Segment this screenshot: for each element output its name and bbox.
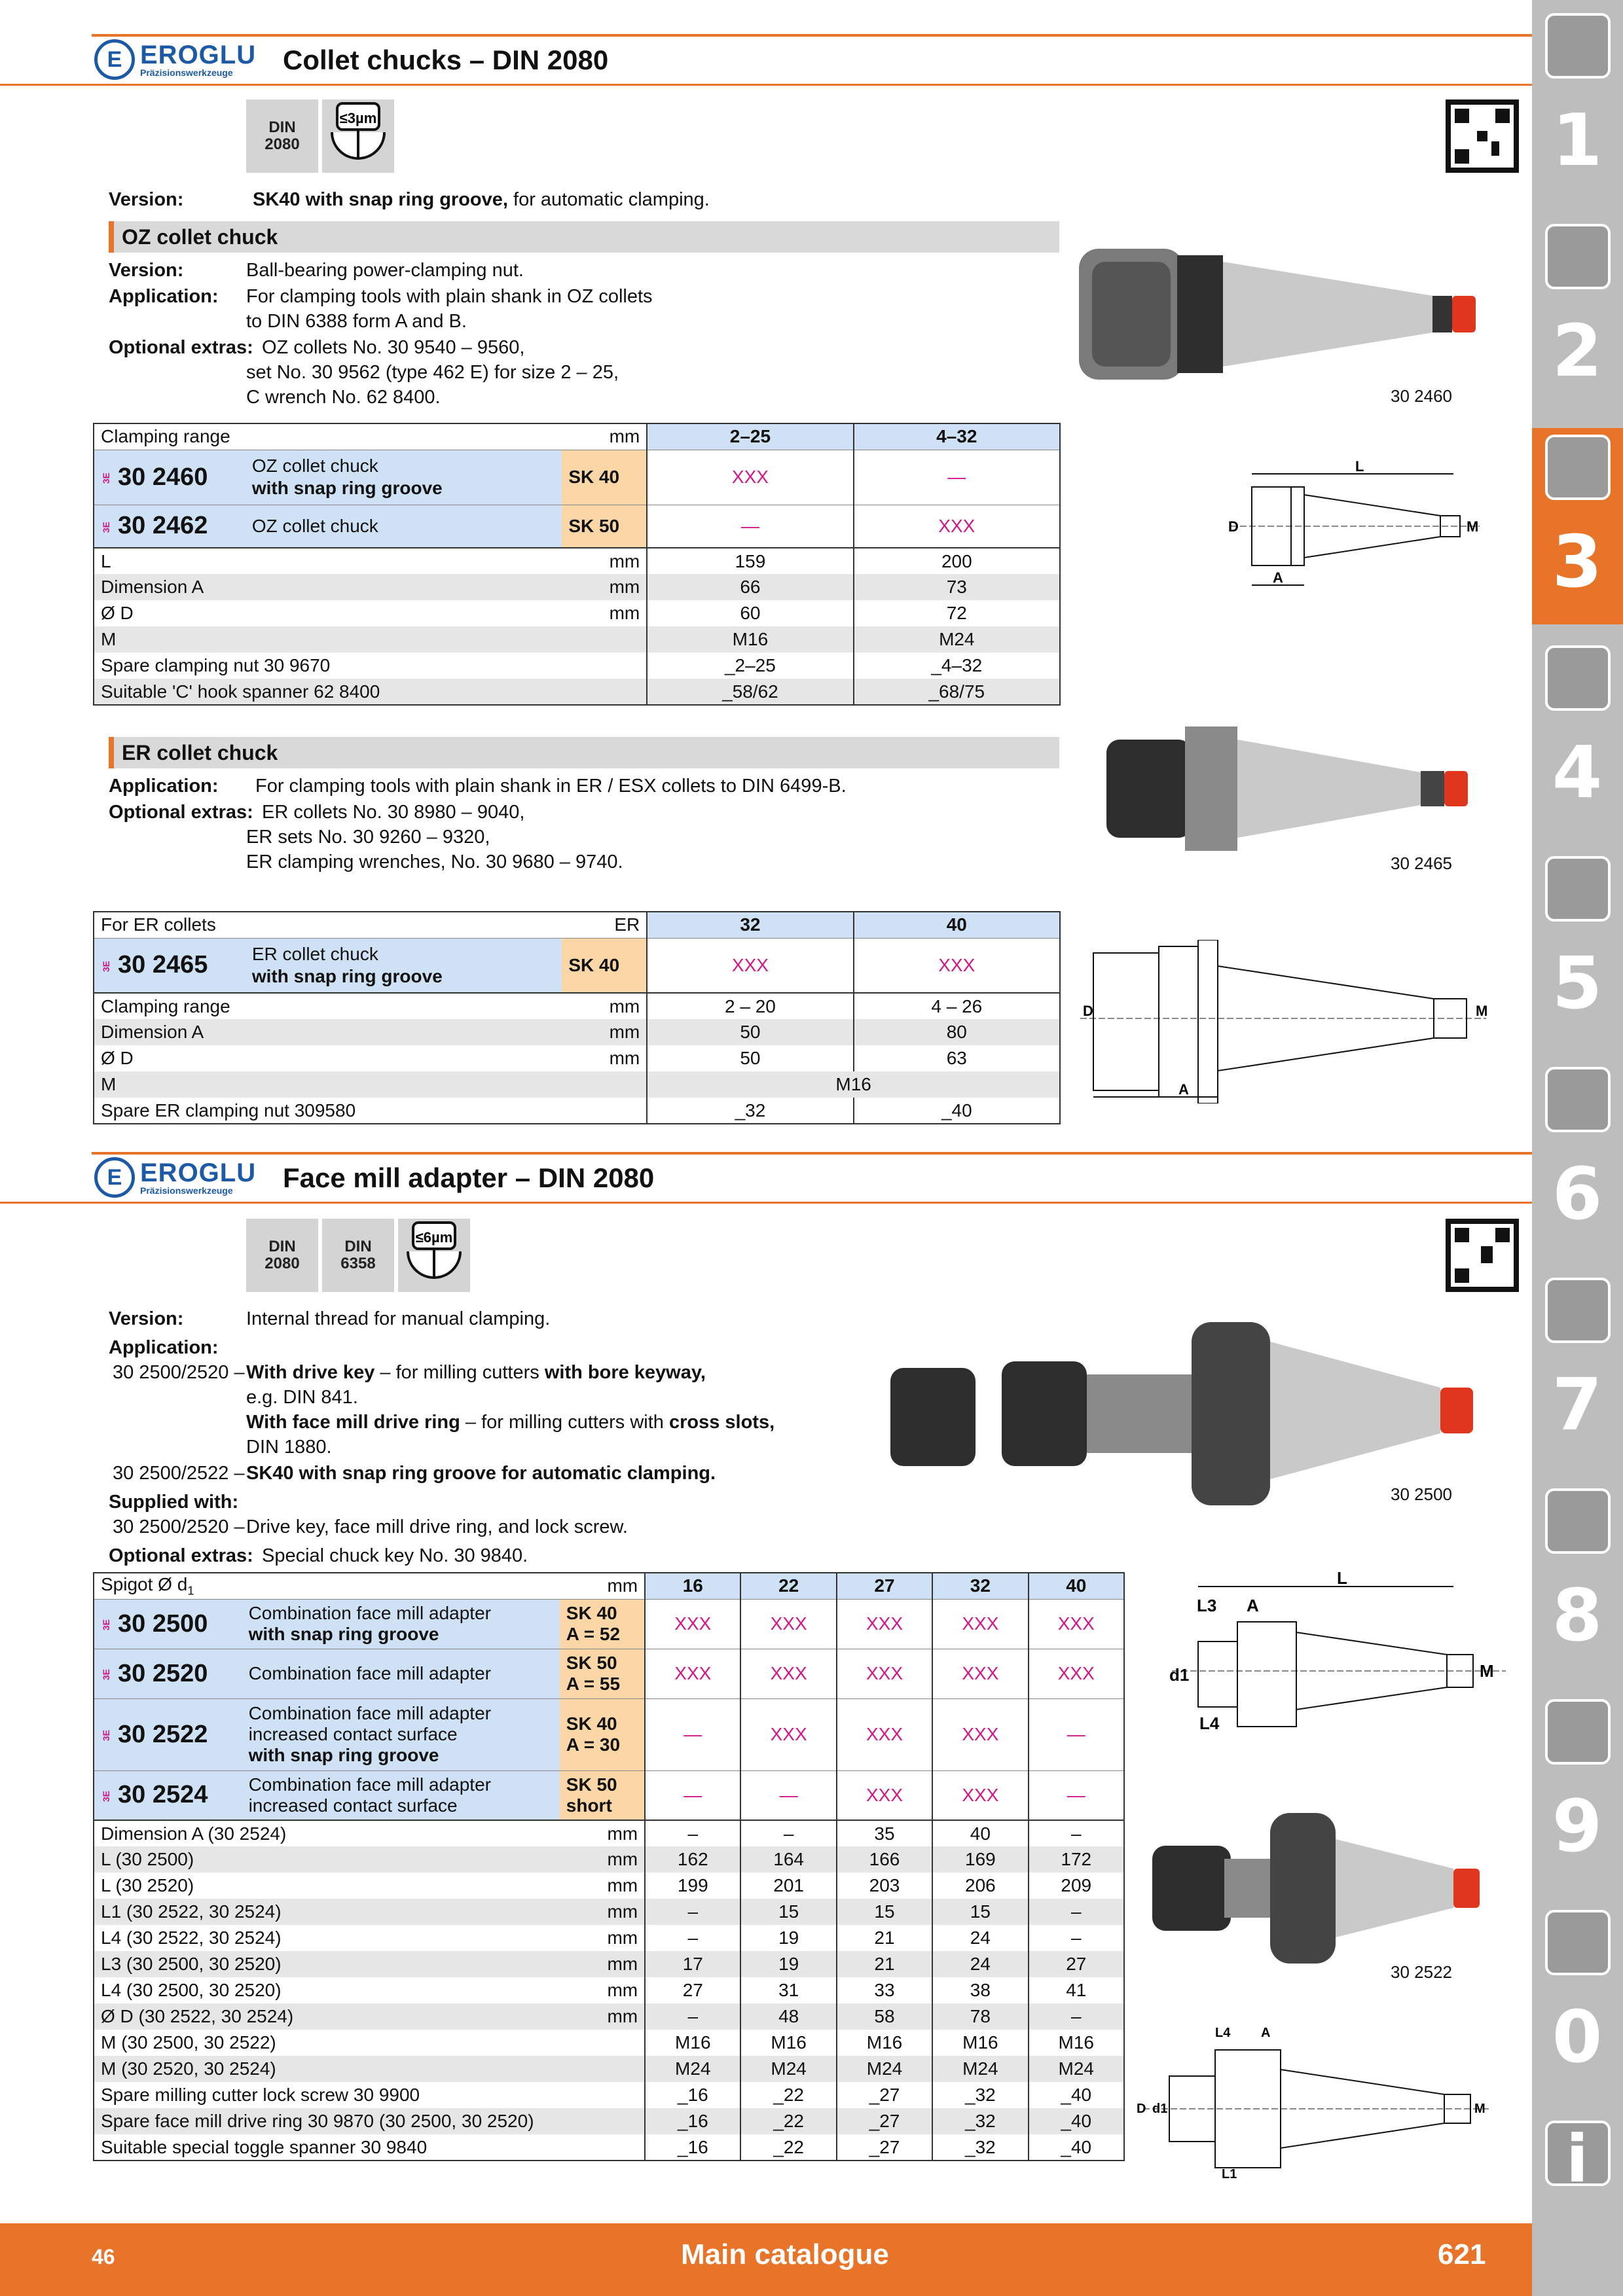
header-rule-top xyxy=(92,34,1532,37)
cell-value: — xyxy=(645,1770,740,1820)
row-label: Ø D xyxy=(101,603,134,623)
face-supplied: Drive key, face mill drive ring, and lock screw. xyxy=(246,1516,628,1537)
cell-value: _2–25 xyxy=(647,653,853,679)
cell-value: — xyxy=(1029,1770,1124,1820)
svg-text:A: A xyxy=(1178,1081,1189,1098)
cell-value: 166 xyxy=(837,1846,932,1873)
table-row: Spigot Ø $d_1$ mm 16 22 27 32 40 xyxy=(94,1573,1124,1599)
version-bold: SK40 with snap ring groove, xyxy=(253,189,508,210)
tolerance-icon xyxy=(325,99,391,165)
face-version: Internal thread for manual clamping. xyxy=(246,1308,551,1329)
cell-value: XXX xyxy=(645,1599,740,1649)
row-label: Ø D (30 2522, 30 2524) xyxy=(101,2006,294,2026)
oz-application-label: Application: xyxy=(109,286,219,307)
table-row: 3E 30 2520 Combination face mill adapter SK 50 A = 55 XXX XXX XXX XXX XXX xyxy=(94,1649,1124,1698)
cell-value: – xyxy=(645,2003,740,2030)
table-row: Ø D mm 50 63 xyxy=(94,1045,1060,1071)
svg-text:d1: d1 xyxy=(1152,2102,1168,2116)
cell-value: 164 xyxy=(740,1846,836,1873)
article-no: 3E 30 2500 xyxy=(94,1599,242,1649)
cell-value: 19 xyxy=(740,1951,836,1977)
cell-value: M16 xyxy=(740,2030,836,2056)
row-label: L (30 2500) xyxy=(101,1849,194,1869)
tab-7[interactable]: 7 xyxy=(1552,1363,1603,1446)
eroglu-e-icon: E xyxy=(94,39,135,80)
cell-value: 24 xyxy=(932,1951,1028,1977)
cell-value: _68/75 xyxy=(854,679,1060,705)
cell-value: 58 xyxy=(837,2003,932,2030)
er-optional-label: Optional extras: xyxy=(109,802,253,823)
caption-302500: 30 2500 xyxy=(1391,1484,1452,1504)
article-no: 3E 30 2524 xyxy=(94,1770,242,1820)
collet-version-value xyxy=(253,187,710,212)
table-row xyxy=(94,1098,1060,1124)
tab-0[interactable]: 0 xyxy=(1552,1995,1603,2079)
face-supplied-code: 30 2500/2520 – xyxy=(113,1516,245,1537)
row-label: Spare ER clamping nut 309580 xyxy=(101,1100,356,1121)
face-app1-code: 30 2500/2520 – xyxy=(113,1362,245,1383)
row-label: M (30 2520, 30 2524) xyxy=(101,2058,276,2079)
article-no: 3E 30 2460 xyxy=(94,450,246,505)
cell-value: 162 xyxy=(645,1846,740,1873)
cell-value: 21 xyxy=(837,1925,932,1951)
eroglu-logo xyxy=(94,39,256,80)
svg-text:L: L xyxy=(1355,461,1364,475)
cell-value: – xyxy=(1029,1899,1124,1925)
version-label: Version: xyxy=(109,189,184,210)
qr-code-icon xyxy=(1446,99,1519,173)
cell-value: M24 xyxy=(932,2056,1028,2082)
drawing-302522 xyxy=(1130,2024,1497,2181)
cell-value: 40 xyxy=(932,1820,1028,1846)
svg-text:≤6µm: ≤6µm xyxy=(415,1229,453,1246)
cell-value: 50 xyxy=(647,1045,853,1071)
er-application-label: Application: xyxy=(109,776,219,797)
tab-icon-2[interactable] xyxy=(1545,224,1611,289)
svg-text:A: A xyxy=(1273,569,1283,586)
cell-value: – xyxy=(645,1925,740,1951)
table-row: L3 (30 2500, 30 2520) mm 17 19 21 24 27 xyxy=(94,1951,1124,1977)
tolerance-icon xyxy=(401,1219,467,1284)
cell-value: _4–32 xyxy=(854,653,1060,679)
table-row: L mm 159 200 xyxy=(94,548,1060,574)
cell-value: M16 xyxy=(932,2030,1028,2056)
cell-value: 201 xyxy=(740,1873,836,1899)
cell-value: XXX xyxy=(740,1698,836,1770)
cell-value: 199 xyxy=(645,1873,740,1899)
svg-text:D: D xyxy=(1228,518,1239,535)
cell-value: 63 xyxy=(854,1045,1060,1071)
cell-value: _40 xyxy=(854,1098,1060,1124)
row-label: Clamping range xyxy=(101,996,230,1016)
page-title-face: Face mill adapter – DIN 2080 xyxy=(283,1162,655,1193)
product-image-302460 xyxy=(1079,236,1491,393)
cell-value: _22 xyxy=(740,2134,836,2161)
tolerance-text: ≤3µm xyxy=(339,110,377,126)
cell-value: – xyxy=(1029,1820,1124,1846)
row-label: Spare clamping nut 30 9670 xyxy=(101,655,331,675)
face-app2-code: 30 2500/2522 – xyxy=(113,1463,245,1484)
table-row: Clamping range mm 2–25 4–32 xyxy=(94,423,1060,450)
cell-value: _22 xyxy=(740,2082,836,2108)
eroglu-e-icon: E xyxy=(94,1157,135,1198)
table-row xyxy=(94,626,1060,653)
cell-value: _16 xyxy=(645,2108,740,2134)
tab-6[interactable]: 6 xyxy=(1552,1152,1603,1236)
article-no: 3E 30 2520 xyxy=(94,1649,242,1698)
cell-value: _27 xyxy=(837,2082,932,2108)
face-version-label: Version: xyxy=(109,1308,184,1329)
cell-value: – xyxy=(740,1820,836,1846)
cell-value: M16 xyxy=(645,2030,740,2056)
table-row: 3E 30 2522 Combination face mill adapter increased contact surface with snap ring groove SK 40 A = 30 — XXX XXX XXX — xyxy=(94,1698,1124,1770)
cell-value: — xyxy=(740,1770,836,1820)
table-row xyxy=(94,2056,1124,2082)
cell-value: – xyxy=(1029,1925,1124,1951)
cell-value: 27 xyxy=(645,1977,740,2003)
oz-optional: OZ collets No. 30 9540 – 9560, xyxy=(262,337,525,358)
row-label: Dimension A (30 2524) xyxy=(101,1823,287,1844)
table-row: 3E 30 2465 ER collet chuck with snap ring groove SK 40 XXX XXX xyxy=(94,938,1060,993)
table-header-label: Clamping range xyxy=(101,426,230,447)
table-row xyxy=(94,2030,1124,2056)
cell-value: 17 xyxy=(645,1951,740,1977)
face-optional-label: Optional extras: xyxy=(109,1545,253,1566)
row-label: L4 (30 2500, 30 2520) xyxy=(101,1980,282,2000)
cell-value: — xyxy=(645,1698,740,1770)
row-label: M (30 2500, 30 2522) xyxy=(101,2032,276,2053)
cell-value: 209 xyxy=(1029,1873,1124,1899)
oz-version: Ball-bearing power-clamping nut. xyxy=(246,260,524,281)
svg-text:M: M xyxy=(1467,518,1479,535)
cell-value: _27 xyxy=(837,2108,932,2134)
tab-icon-5[interactable] xyxy=(1545,856,1611,922)
tab-icon-4[interactable] xyxy=(1545,645,1611,711)
svg-text:D: D xyxy=(1083,1003,1093,1019)
table-row xyxy=(94,679,1060,705)
svg-text:M: M xyxy=(1480,1661,1494,1681)
table-row: Dimension A (30 2524) mm – – 35 40 – xyxy=(94,1820,1124,1846)
drawing-302500 xyxy=(1159,1570,1512,1746)
logo-name: EROGLU xyxy=(140,41,257,69)
er-optional: ER collets No. 30 8980 – 9040, xyxy=(262,802,525,823)
cell-value: M16 xyxy=(647,626,853,653)
cell-value: M24 xyxy=(645,2056,740,2082)
table-row: For ER collets ER 32 40 xyxy=(94,912,1060,938)
tab-icon-6[interactable] xyxy=(1545,1067,1611,1132)
cell-value: 2 – 20 xyxy=(647,993,853,1019)
svg-text:M: M xyxy=(1474,2102,1486,2116)
cell-value: XXX xyxy=(932,1698,1028,1770)
tab-3[interactable]: 3 xyxy=(1552,520,1603,603)
product-image-302500 xyxy=(890,1322,1499,1505)
svg-text:D: D xyxy=(1137,2102,1146,2116)
table-row: 3E 30 2500 Combination face mill adapter with snap ring groove SK 40 A = 52 XXX XXX XXX XXX XXX xyxy=(94,1599,1124,1649)
cell-value: – xyxy=(645,1899,740,1925)
row-label: M xyxy=(101,629,117,649)
cell-value: XXX xyxy=(837,1649,932,1698)
tab-5[interactable]: 5 xyxy=(1552,941,1603,1025)
tolerance-badge xyxy=(398,1219,470,1292)
cell-value: 24 xyxy=(932,1925,1028,1951)
table-row xyxy=(94,2082,1124,2108)
er-optional-more: ER sets No. 30 9260 – 9320, ER clamping wrenches, No. 30 9680 – 9740. xyxy=(246,827,623,872)
cell-value: _27 xyxy=(837,2134,932,2161)
version-rest: for automatic clamping. xyxy=(507,189,710,210)
face-application-label: Application: xyxy=(109,1337,219,1358)
row-label: Suitable 'C' hook spanner 62 8400 xyxy=(101,681,380,702)
row-label: Ø D xyxy=(101,1048,134,1068)
cell-value: XXX xyxy=(932,1649,1028,1698)
svg-text:L1: L1 xyxy=(1222,2167,1237,2181)
oz-table xyxy=(93,423,1061,706)
cell-value: _58/62 xyxy=(647,679,853,705)
cell-value: 4 – 26 xyxy=(854,993,1060,1019)
cell-value: XXX xyxy=(932,1599,1028,1649)
row-label: Suitable special toggle spanner 30 9840 xyxy=(101,2136,428,2157)
cell-value: XXX xyxy=(837,1770,932,1820)
svg-text:L3: L3 xyxy=(1197,1596,1217,1615)
row-label: L3 (30 2500, 30 2520) xyxy=(101,1954,282,1974)
table-row: 3E 30 2460 OZ collet chuck with snap ring groove SK 40 XXX — xyxy=(94,450,1060,505)
table-row: Clamping range mm 2 – 20 4 – 26 xyxy=(94,993,1060,1019)
table-row: 3E 30 2462 OZ collet chuck SK 50 — XXX xyxy=(94,505,1060,548)
table-row: Dimension A mm 50 80 xyxy=(94,1019,1060,1045)
face-supplied-label: Supplied with: xyxy=(109,1492,239,1513)
svg-text:L: L xyxy=(1337,1570,1347,1588)
product-image-302465 xyxy=(1106,713,1499,864)
cell-value: _16 xyxy=(645,2082,740,2108)
cell-value: XXX xyxy=(932,1770,1028,1820)
cell-value: _22 xyxy=(740,2108,836,2134)
cell-value: XXX xyxy=(1029,1649,1124,1698)
cell-value: 172 xyxy=(1029,1846,1124,1873)
table-row: L (30 2500) mm 162 164 166 169 172 xyxy=(94,1846,1124,1873)
cell-value: _40 xyxy=(1029,2108,1124,2134)
row-label: L (30 2520) xyxy=(101,1875,194,1895)
table-row: Ø D (30 2522, 30 2524) mm – 48 58 78 – xyxy=(94,2003,1124,2030)
collet-version xyxy=(109,187,183,212)
cell-value: _32 xyxy=(647,1098,853,1124)
cell-value: 203 xyxy=(837,1873,932,1899)
cell-value: M16 xyxy=(647,1071,1060,1098)
cell-value: M24 xyxy=(740,2056,836,2082)
face-optional: Special chuck key No. 30 9840. xyxy=(262,1545,528,1566)
cell-value: 19 xyxy=(740,1925,836,1951)
cell-value: _32 xyxy=(932,2108,1028,2134)
cell-value: 48 xyxy=(740,2003,836,2030)
table-row xyxy=(94,653,1060,679)
face-table xyxy=(93,1572,1125,2161)
footer-title: Main catalogue xyxy=(681,2238,889,2270)
cell-value: 21 xyxy=(837,1951,932,1977)
row-label: Dimension A xyxy=(101,1022,204,1042)
table-row: L1 (30 2522, 30 2524) mm – 15 15 15 – xyxy=(94,1899,1124,1925)
row-label: Dimension A xyxy=(101,577,204,597)
cell-value: 78 xyxy=(932,2003,1028,2030)
row-label: Spare face mill drive ring 30 9870 (30 2500, 30 2520) xyxy=(101,2111,534,2131)
cell-value: XXX xyxy=(837,1698,932,1770)
drawing-oz xyxy=(1218,461,1493,598)
din-badge-2: DIN 6358 xyxy=(322,1219,394,1292)
din-badge: DIN 2080 xyxy=(246,99,318,173)
tab-icon-8[interactable] xyxy=(1545,1488,1611,1554)
tolerance-badge xyxy=(322,99,394,173)
cell-value: M16 xyxy=(1029,2030,1124,2056)
cell-value: _32 xyxy=(932,2134,1028,2161)
header2-rule-top xyxy=(92,1152,1532,1155)
face-app1: With drive key – for milling cutters with bore keyway, e.g. DIN 841. With face mill drive ring – for milling cutters with cross slots, DIN 1880. xyxy=(246,1362,775,1458)
caption-302522: 30 2522 xyxy=(1391,1962,1452,1982)
page-title-collet: Collet chucks – DIN 2080 xyxy=(283,45,609,75)
table-row xyxy=(94,2108,1124,2134)
cell-value: 169 xyxy=(932,1846,1028,1873)
cell-value: — xyxy=(1029,1698,1124,1770)
tab-icon-7[interactable] xyxy=(1545,1278,1611,1343)
tab-icon-0[interactable] xyxy=(1545,1910,1611,1975)
cell-value: 159 xyxy=(647,548,853,574)
cell-value: M24 xyxy=(854,626,1060,653)
er-heading: ER collet chuck xyxy=(109,737,1059,768)
cell-value: _16 xyxy=(645,2134,740,2161)
table-row: Ø D mm 60 72 xyxy=(94,600,1060,626)
tab-info[interactable]: i xyxy=(1565,2121,1589,2197)
cell-value: 60 xyxy=(647,600,853,626)
cell-value: 15 xyxy=(740,1899,836,1925)
face-app2: SK40 with snap ring groove for automatic clamping. xyxy=(246,1463,716,1484)
cell-value: XXX xyxy=(645,1649,740,1698)
table-row: L4 (30 2500, 30 2520) mm 27 31 33 38 41 xyxy=(94,1977,1124,2003)
caption-302460: 30 2460 xyxy=(1391,386,1452,406)
svg-text:A: A xyxy=(1261,2026,1271,2040)
tab-icon-9[interactable] xyxy=(1545,1699,1611,1765)
cell-value: – xyxy=(1029,2003,1124,2030)
cell-value: 206 xyxy=(932,1873,1028,1899)
svg-text:A: A xyxy=(1247,1596,1259,1615)
table-row: 3E 30 2524 Combination face mill adapter increased contact surface SK 50 short — — XXX XXX — xyxy=(94,1770,1124,1820)
cell-value: 72 xyxy=(854,600,1060,626)
caption-302465: 30 2465 xyxy=(1391,853,1452,873)
oz-optional-more: set No. 30 9562 (type 462 E) for size 2 – 25, C wrench No. 62 8400. xyxy=(246,362,619,408)
cell-value: 15 xyxy=(837,1899,932,1925)
er-table xyxy=(93,911,1061,1124)
tab-1[interactable]: 1 xyxy=(1552,98,1603,182)
footer-page-left: 46 xyxy=(92,2245,115,2269)
din-badge: DIN 2080 xyxy=(246,1219,318,1292)
cell-value: M16 xyxy=(837,2030,932,2056)
cell-value: – xyxy=(645,1820,740,1846)
tab-icon-3[interactable] xyxy=(1545,435,1611,500)
cell-value: _40 xyxy=(1029,2082,1124,2108)
tab-9[interactable]: 9 xyxy=(1552,1784,1603,1868)
table-row: Dimension A mm 66 73 xyxy=(94,574,1060,600)
cell-value: M24 xyxy=(837,2056,932,2082)
row-label: M xyxy=(101,1074,117,1094)
header-rule-bottom xyxy=(0,84,1532,86)
svg-text:L4: L4 xyxy=(1215,2026,1231,2040)
row-label: Spare milling cutter lock screw 30 9900 xyxy=(101,2085,420,2105)
row-label: L1 (30 2522, 30 2524) xyxy=(101,1901,282,1922)
cell-value: 35 xyxy=(837,1820,932,1846)
row-label: L4 (30 2522, 30 2524) xyxy=(101,1928,282,1948)
cell-value: XXX xyxy=(1029,1599,1124,1649)
table-row: L4 (30 2522, 30 2524) mm – 19 21 24 – xyxy=(94,1925,1124,1951)
cell-value: 41 xyxy=(1029,1977,1124,2003)
oz-optional-label: Optional extras: xyxy=(109,337,253,358)
oz-application: For clamping tools with plain shank in OZ collets to DIN 6388 form A and B. xyxy=(246,286,653,332)
cell-value: XXX xyxy=(740,1599,836,1649)
cell-value: 80 xyxy=(854,1019,1060,1045)
er-application: For clamping tools with plain shank in ER / ESX collets to DIN 6499-B. xyxy=(255,776,847,797)
eroglu-logo-2: E EROGLU Präzisionswerkzeuge xyxy=(94,1157,256,1198)
cell-value: 200 xyxy=(854,548,1060,574)
cell-value: 38 xyxy=(932,1977,1028,2003)
cell-value: 73 xyxy=(854,574,1060,600)
tab-8[interactable]: 8 xyxy=(1552,1573,1603,1657)
cell-value: 50 xyxy=(647,1019,853,1045)
oz-version-label: Version: xyxy=(109,260,184,281)
table-row xyxy=(94,2134,1124,2161)
cell-value: 66 xyxy=(647,574,853,600)
cell-value: 33 xyxy=(837,1977,932,2003)
tab-2[interactable]: 2 xyxy=(1552,309,1603,393)
cell-value: M24 xyxy=(1029,2056,1124,2082)
svg-text:L4: L4 xyxy=(1199,1713,1220,1733)
cell-value: _32 xyxy=(932,2082,1028,2108)
svg-text:d1: d1 xyxy=(1169,1665,1190,1685)
cell-value: 27 xyxy=(1029,1951,1124,1977)
cell-value: _40 xyxy=(1029,2134,1124,2161)
table-row: L (30 2520) mm 199 201 203 206 209 xyxy=(94,1873,1124,1899)
cell-value: XXX xyxy=(740,1649,836,1698)
qr-code-icon xyxy=(1446,1219,1519,1292)
product-image-302522 xyxy=(1152,1813,1493,1964)
cell-value: 15 xyxy=(932,1899,1028,1925)
header2-rule-bottom xyxy=(0,1202,1532,1204)
article-no: 3E 30 2522 xyxy=(94,1698,242,1770)
tab-icon-1[interactable] xyxy=(1545,13,1611,79)
logo-sub: Präzisionswerkzeuge xyxy=(140,67,233,78)
footer-page-right: 621 xyxy=(1438,2238,1486,2270)
svg-text:M: M xyxy=(1476,1003,1488,1019)
cell-value: XXX xyxy=(837,1599,932,1649)
oz-heading: OZ collet chuck xyxy=(109,221,1059,253)
cell-value: 31 xyxy=(740,1977,836,2003)
row-label: L xyxy=(101,550,111,571)
drawing-er xyxy=(1080,940,1499,1103)
tab-4[interactable]: 4 xyxy=(1552,730,1603,814)
table-row xyxy=(94,1071,1060,1098)
